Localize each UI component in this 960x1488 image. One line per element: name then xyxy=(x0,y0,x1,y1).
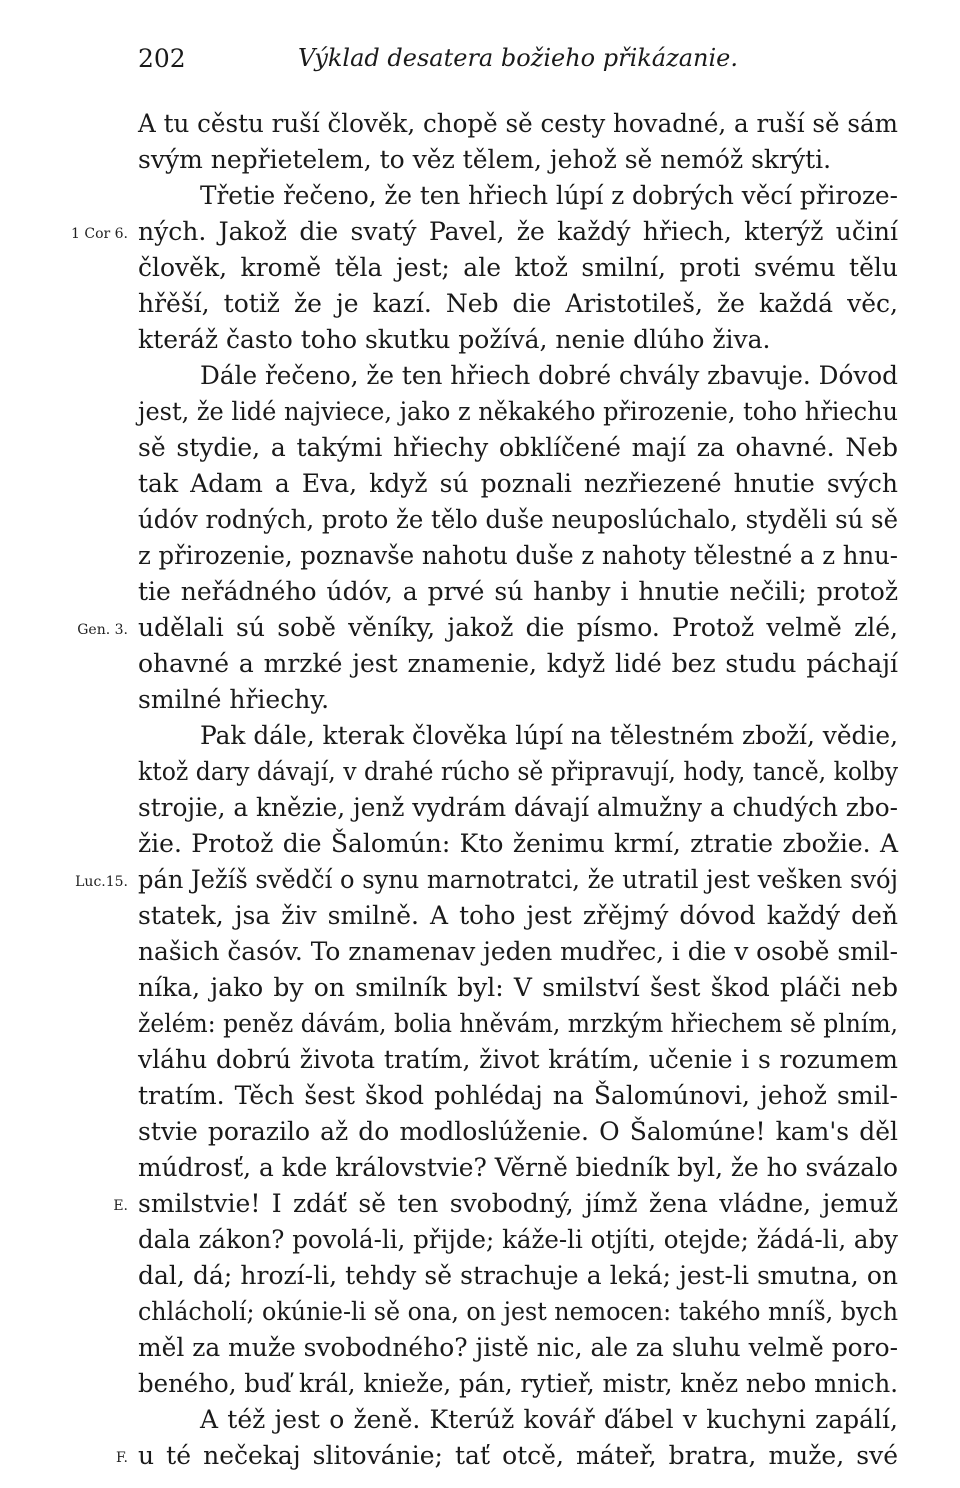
line-text: Třetie řečeno, že ten hřiech lúpí z dobrých věcí přiroze- xyxy=(200,181,898,210)
line-text: chlácholí; okúnie-li sě ona, on jest nemocen: takého mníš, bych xyxy=(138,1297,898,1326)
text-line xyxy=(138,1150,898,1186)
text-line xyxy=(138,646,898,682)
text-line xyxy=(138,394,898,430)
line-text: tie neřádného údóv, a prvé sú hanby i hnutie nečili; protož xyxy=(138,577,898,606)
line-text: A tu cěstu ruší člověk, chopě sě cesty hovadné, a ruší sě sám xyxy=(138,109,898,138)
line-text: jest, že lidé najviece, jako z někakého přirozenie, toho hřiechu xyxy=(138,397,898,426)
line-text: z přirozenie, poznavše nahotu duše z nahoty tělestné a z hnu- xyxy=(138,541,898,570)
text-line xyxy=(138,502,898,538)
line-text: tak Adam a Eva, když sú poznali nezřiezené hnutie svých xyxy=(138,469,898,498)
line-text: ných. Jakož die svatý Pavel, že každý hřiech, kterýž učiní xyxy=(138,217,898,246)
text-line xyxy=(138,286,898,322)
text-line xyxy=(138,1114,898,1150)
text-line xyxy=(138,358,898,394)
line-text: Pak dále, kterak člověka lúpí na tělestném zboží, vědie, xyxy=(200,721,898,750)
body-text xyxy=(71,106,898,1474)
line-text: želém: peněz dávám, bolia hněvám, mrzkým hřiechem sě plním, xyxy=(138,1009,898,1038)
line-text: našich časóv. To znamenav jeden mudřec, i die v osobě smil- xyxy=(138,937,898,966)
line-text: u té nečekaj slitovánie; tať otcě, máteř, bratra, muže, své xyxy=(138,1441,898,1470)
text-line xyxy=(75,862,898,898)
line-text: kteráž často toho skutku požívá, nenie dlúho živa. xyxy=(138,325,771,354)
line-text: smilné hřiechy. xyxy=(138,685,330,714)
text-line xyxy=(138,970,898,1006)
text-line xyxy=(138,538,898,574)
text-line xyxy=(138,1006,898,1042)
text-line xyxy=(138,682,898,718)
text-line xyxy=(116,1438,898,1474)
line-text: smilstvie! I zdáť sě ten svobodný, jímž žena vládne, jemuž xyxy=(138,1189,898,1218)
text-line xyxy=(138,754,898,790)
line-text: tratím. Těch šest škod pohlédaj na Šalomúnovi, jehož smil- xyxy=(138,1081,898,1110)
margin-reference: 1 Cor 6. xyxy=(71,226,128,242)
line-text: svým nepřietelem, to věz tělem, jehož sě nemóž skrýti. xyxy=(138,145,832,174)
text-line xyxy=(138,178,898,214)
line-text: hřěší, totiž že je kazí. Neb die Aristotileš, že každá věc, xyxy=(138,289,898,318)
text-line xyxy=(71,214,898,250)
text-line xyxy=(138,1222,898,1258)
line-text: beného, buď král, knieže, pán, rytieř, mistr, kněz nebo mnich. xyxy=(138,1369,898,1398)
line-text: člověk, kromě těla jest; ale ktož smilní, proti svému tělu xyxy=(138,253,898,282)
line-text: Dále řečeno, že ten hřiech dobré chvály zbavuje. Dóvod xyxy=(200,361,898,390)
page-number: 202 xyxy=(138,44,186,73)
margin-reference: E. xyxy=(113,1198,128,1214)
text-line xyxy=(138,1330,898,1366)
text-line xyxy=(138,466,898,502)
margin-reference: Luc.15. xyxy=(75,874,128,890)
text-line xyxy=(138,430,898,466)
text-line xyxy=(138,1078,898,1114)
text-line xyxy=(138,250,898,286)
text-line xyxy=(138,574,898,610)
line-text: ohavné a mrzké jest znamenie, když lidé bez studu páchají xyxy=(138,649,898,678)
text-line xyxy=(138,142,898,178)
line-text: níka, jako by on smilník byl: V smilství šest škod pláči neb xyxy=(138,973,898,1002)
margin-reference: Gen. 3. xyxy=(77,622,128,638)
line-text: strojie, a knězie, jenž vydrám dávají almužny a chudých zbo- xyxy=(138,793,898,822)
text-line xyxy=(138,826,898,862)
text-line xyxy=(138,106,898,142)
running-title: Výklad desatera božieho přikázanie. xyxy=(297,44,739,72)
line-text: údóv rodných, proto že tělo duše neuposlúchalo, styděli sú sě xyxy=(138,505,898,534)
line-text: ktož dary dávají, v drahé rúcho sě připravují, hody, tancě, kolby xyxy=(138,757,898,786)
text-line xyxy=(138,934,898,970)
margin-reference: F. xyxy=(116,1450,128,1466)
text-line xyxy=(138,1294,898,1330)
line-text: múdrosť, a kde královstvie? Věrně biedník byl, že ho svázalo xyxy=(138,1153,898,1182)
line-text: A též jest o ženě. Kterúž kovář ďábel v kuchyni zapálí, xyxy=(200,1405,898,1434)
text-line xyxy=(77,610,898,646)
line-text: žie. Protož die Šalomún: Kto ženimu krmí, ztratie zbožie. A xyxy=(138,829,898,858)
text-line xyxy=(138,322,898,358)
text-line xyxy=(138,790,898,826)
text-line xyxy=(138,718,898,754)
line-text: stvie porazilo až do modloslúženie. O Šalomúne! kam's děl xyxy=(138,1117,898,1146)
text-line xyxy=(138,1402,898,1438)
line-text: měl za muže svobodného? jistě nic, ale za sluhu velmě poro- xyxy=(138,1333,898,1362)
text-line xyxy=(113,1186,898,1222)
line-text: dal, dá; hrozí-li, tehdy sě strachuje a leká; jest-li smutna, on xyxy=(138,1261,898,1290)
line-text: statek, jsa živ smilně. A toho jest zřějmý dóvod každý deň xyxy=(138,901,898,930)
line-text: udělali sú sobě věníky, jakož die písmo. Protož velmě zlé, xyxy=(138,613,898,642)
text-line xyxy=(138,1258,898,1294)
line-text: dala zákon? povolá-li, přijde; káže-li otjíti, otejde; žádá-li, aby xyxy=(138,1225,898,1254)
text-line xyxy=(138,1366,898,1402)
line-text: sě stydie, a takými hřiechy obklíčené mají za ohavné. Neb xyxy=(138,433,898,462)
line-text: vláhu dobrú života tratím, život krátím, učenie i s rozumem xyxy=(138,1045,898,1074)
page-header xyxy=(138,44,898,84)
text-line xyxy=(138,898,898,934)
line-text: pán Ježíš svědčí o synu marnotratci, že utratil jest vešken svój xyxy=(138,865,898,894)
text-line xyxy=(138,1042,898,1078)
